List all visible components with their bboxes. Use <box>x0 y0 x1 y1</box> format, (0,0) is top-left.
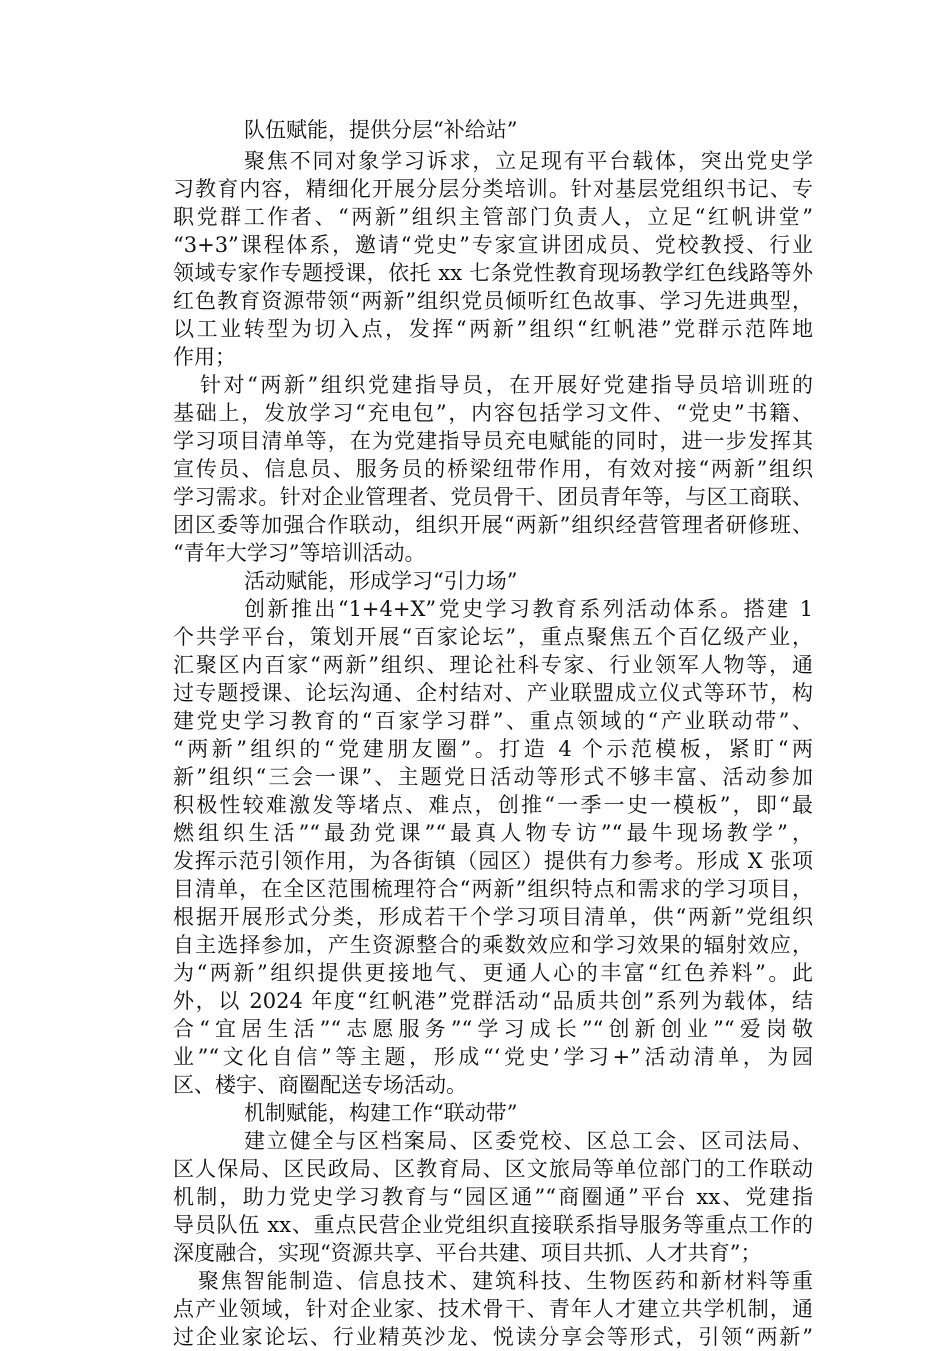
body-text-line: 基础上，发放学习“充电包”，内容包括学习文件、“党史”书籍、 <box>173 401 813 425</box>
body-text-line: 合“宜居生活”“志愿服务”“学习成长”“创新创业”“爱岗敬 <box>173 1017 813 1041</box>
body-text-line: 领域专家作专题授课，依托 xx 七条党性教育现场教学红色线路等外 <box>173 261 813 285</box>
body-text-line: 针对“两新”组织党建指导员，在开展好党建指导员培训班的 <box>200 373 813 397</box>
body-text-line: 学习需求。针对企业管理者、党员骨干、团员青年等，与区工商联、 <box>173 485 813 509</box>
body-text-line: 创新推出“1+4+X”党史学习教育系列活动体系。搭建 1 <box>244 597 813 621</box>
section-heading: 活动赋能，形成学习“引力场” <box>244 569 518 593</box>
section-heading: 队伍赋能，提供分层“补给站” <box>244 118 518 142</box>
body-text-line: 个共学平台，策划开展“百家论坛”，重点聚焦五个百亿级产业， <box>173 625 813 649</box>
body-text-line: 汇聚区内百家“两新”组织、理论社科专家、行业领军人物等，通 <box>173 653 813 677</box>
body-text-line: 点产业领域，针对企业家、技术骨干、青年人才建立共学机制，通 <box>173 1297 813 1321</box>
body-text-line: 习教育内容，精细化开展分层分类培训。针对基层党组织书记、专 <box>173 177 813 201</box>
body-text-line: “3+3”课程体系，邀请“党史”专家宣讲团成员、党校教授、行业 <box>173 233 813 257</box>
body-text-line: 区、楼宇、商圈配送专场活动。 <box>173 1073 467 1097</box>
body-text-line: 为“两新”组织提供更接地气、更通人心的丰富“红色养料”。此 <box>173 961 813 985</box>
body-text-line: 深度融合，实现“资源共享、平台共建、项目共抓、人才共育”； <box>173 1241 762 1265</box>
body-text-line: 作用； <box>173 345 236 369</box>
body-text-line: 职党群工作者、“两新”组织主管部门负责人，立足“红帆讲堂” <box>173 205 813 229</box>
body-text-line: 建党史学习教育的“百家学习群”、重点领域的“产业联动带”、 <box>173 709 813 733</box>
body-text-line: “青年大学习”等培训活动。 <box>173 541 426 565</box>
body-text-line: 聚焦不同对象学习诉求，立足现有平台载体，突出党史学 <box>244 149 813 173</box>
body-text-line: 机制，助力党史学习教育与“园区通”“商圈通”平台 xx、党建指 <box>173 1185 813 1209</box>
body-text-line: 根据开展形式分类，形成若干个学习项目清单，供“两新”党组织 <box>173 905 813 929</box>
body-text-line: 自主选择参加，产生资源整合的乘数效应和学习效果的辐射效应， <box>173 933 813 957</box>
body-text-line: 目清单，在全区范围梳理符合“两新”组织特点和需求的学习项目， <box>173 877 813 901</box>
body-text-line: 过企业家论坛、行业精英沙龙、悦读分享会等形式，引领“两新” <box>173 1325 813 1349</box>
body-text-line: 燃组织生活”“最劲党课”“最真人物专访”“最牛现场教学”， <box>173 821 813 845</box>
body-text-line: 外，以 2024 年度“红帆港”党群活动“品质共创”系列为载体，结 <box>173 989 813 1013</box>
body-text-line: 过专题授课、论坛沟通、企村结对、产业联盟成立仪式等环节，构 <box>173 681 813 705</box>
body-text-line: 导员队伍 xx、重点民营企业党组织直接联系指导服务等重点工作的 <box>173 1213 813 1237</box>
section-heading: 机制赋能，构建工作“联动带” <box>244 1101 518 1125</box>
body-text-line: 团区委等加强合作联动，组织开展“两新”组织经营管理者研修班、 <box>173 513 813 537</box>
body-text-line: 积极性较难激发等堵点、难点，创推“一季一史一模板”，即“最 <box>173 793 813 817</box>
body-text-line: 宣传员、信息员、服务员的桥梁纽带作用，有效对接“两新”组织 <box>173 457 813 481</box>
body-text-line: 发挥示范引领作用，为各街镇（园区）提供有力参考。形成 X 张项 <box>173 849 813 873</box>
body-text-line: 区人保局、区民政局、区教育局、区文旅局等单位部门的工作联动 <box>173 1157 813 1181</box>
body-text-line: 建立健全与区档案局、区委党校、区总工会、区司法局、 <box>244 1129 813 1153</box>
body-text-line: 以工业转型为切入点，发挥“两新”组织“红帆港”党群示范阵地 <box>173 317 813 341</box>
body-text-line: “两新”组织的“党建朋友圈”。打造 4 个示范模板，紧盯“两 <box>173 737 813 761</box>
body-text-line: 新”组织“三会一课”、主题党日活动等形式不够丰富、活动参加 <box>173 765 813 789</box>
body-text-line: 学习项目清单等，在为党建指导员充电赋能的同时，进一步发挥其 <box>173 429 813 453</box>
body-text-line: 聚焦智能制造、信息技术、建筑科技、生物医药和新材料等重 <box>198 1269 813 1293</box>
body-text-line: 业”“文化自信”等主题，形成“‘党史’学习+”活动清单，为园 <box>173 1045 813 1069</box>
body-text-line: 红色教育资源带领“两新”组织党员倾听红色故事、学习先进典型， <box>173 289 813 313</box>
